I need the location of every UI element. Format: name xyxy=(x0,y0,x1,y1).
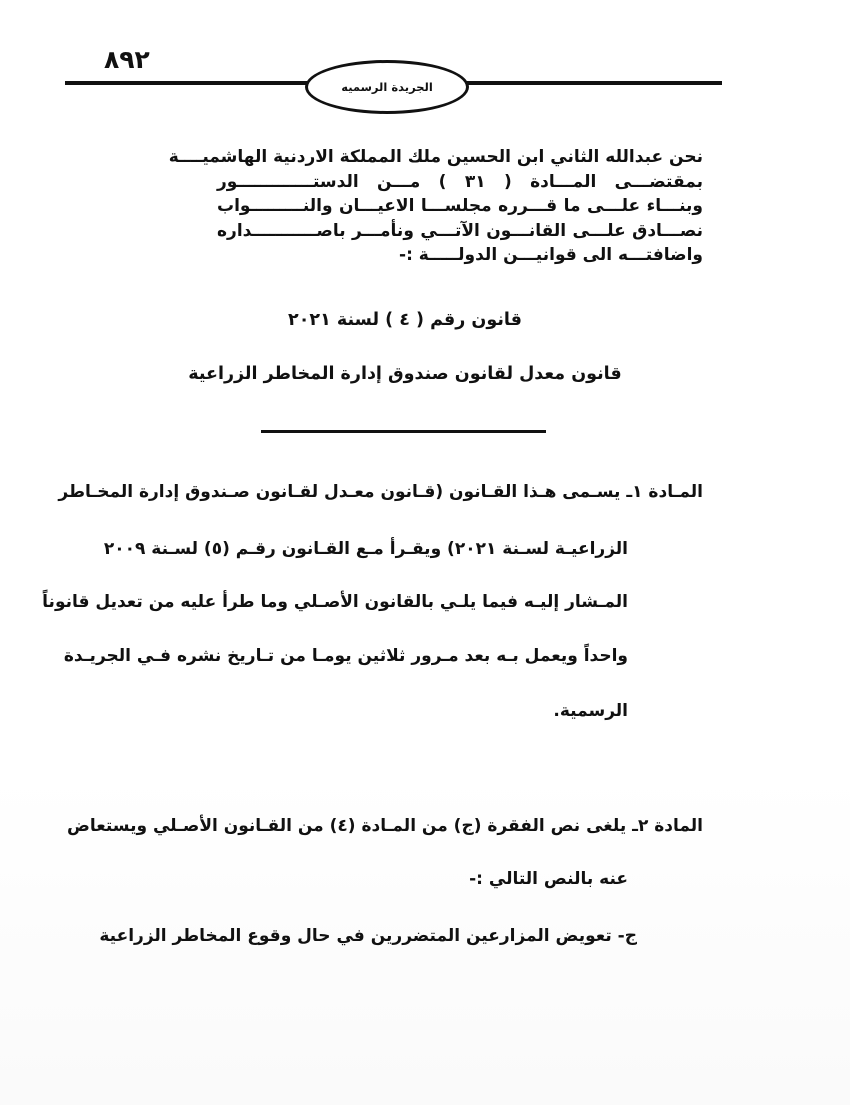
article-line: المـشار إليـه فيما يلـي بالقانون الأصـلي وما طرأ عليه من تعديل قانوناً xyxy=(42,592,628,612)
preamble-line: نحن عبدالله الثاني ابن الحسين ملك المملكة الاردنية الهاشميــــة xyxy=(168,147,703,167)
article-line: الرسمية. xyxy=(553,701,628,721)
title-separator xyxy=(261,430,546,433)
article-line: المـادة ١ـ يسـمى هـذا القـانون (قـانون معـدل لقـانون صـندوق إدارة المخـاطر xyxy=(58,482,703,502)
preamble-line: بمقتضـــى المـــادة ( ٣١ ) مـــن الدستـــــــــــــور xyxy=(217,171,704,192)
article-line: واحداً ويعمل بـه بعد مـرور ثلاثين يومـا من تـاريخ نشره فـي الجريـدة xyxy=(63,646,628,666)
preamble-line: واضافتـــه الى قوانيـــن الدولـــــة :- xyxy=(399,245,703,266)
law-name-title: قانون معدل لقانون صندوق إدارة المخاطر الزراعية xyxy=(188,364,622,384)
article-line: المادة ٢ـ يلغى نص الفقرة (ج) من المـادة (٤) من القـانون الأصـلي ويستعاض xyxy=(67,816,703,836)
royal-preamble xyxy=(168,145,704,268)
preamble-line: وبنـــاء علـــى ما قـــرره مجلســـا الاعيـــان والنـــــــــواب xyxy=(217,196,703,217)
publication-name: الجريدة الرسميه xyxy=(341,80,433,94)
page-number: ٨٩٢ xyxy=(104,45,150,74)
law-number-title: قانون رقم ( ٤ ) لسنة ٢٠٢١ xyxy=(288,310,522,330)
article-clause: ج- تعويض المزارعين المتضررين في حال وقوع المخاطر الزراعية xyxy=(99,926,637,946)
publication-emblem xyxy=(305,60,469,114)
preamble-line: نصـــادق علـــى القانـــون الآتـــي ونأمـــر باصـــــــــــداره xyxy=(217,220,703,241)
article-line: عنه بالنص التالي :- xyxy=(469,869,628,889)
article-line: الزراعيـة لسـنة ٢٠٢١) ويقـرأ مـع القـانون رقـم (٥) لسـنة ٢٠٠٩ xyxy=(103,539,628,559)
